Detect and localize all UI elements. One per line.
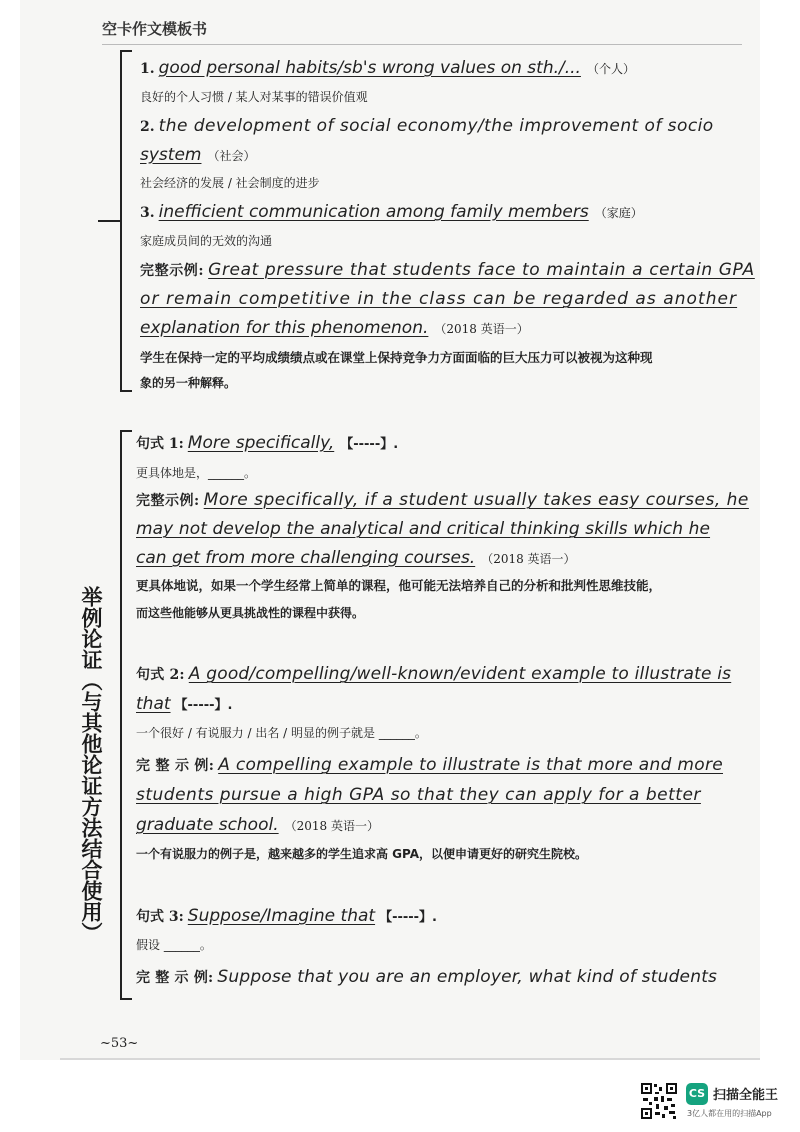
p1-example-text-line3: can get from more challenging courses. [136, 548, 476, 568]
p1-example-chinese-line1: 更具体地说，如果一个学生经常上简单的课程，他可能无法培养自己的分析和批判性思维技能， [136, 578, 662, 593]
section1-example-line2: or remain competitive in the class can be regarded as another [140, 289, 738, 309]
section2-side-label: 举例论证（与其他论证方法结合使用） [79, 586, 103, 943]
item2-text-line1: the development of social economy/the improvement of socio [158, 116, 714, 136]
item1-number: 1. [140, 61, 155, 77]
p3-example-label: 完 整 示 例: [136, 970, 214, 986]
p2-example-label: 完 整 示 例: [136, 758, 215, 774]
section1-example-source: （2018 英语一） [434, 322, 529, 336]
item2-number: 2. [140, 119, 155, 135]
p1-chinese: 更具体地是，______。 [136, 466, 257, 480]
p1-example-line3 [136, 548, 576, 568]
item3-chinese: 家庭成员间的无效的沟通 [140, 234, 273, 248]
section1-example-line3 [140, 318, 529, 338]
p2-example-text-line3: graduate school. [136, 815, 279, 835]
p1-example-chinese-line2: 而这些他能够从更具挑战性的课程中获得。 [136, 606, 365, 620]
running-header: 空卡作文模板书 [102, 20, 208, 38]
p2-pattern-line2 [136, 694, 232, 714]
p2-chinese: 一个很好 / 有说服力 / 出名 / 明显的例子就是 ______。 [136, 726, 427, 740]
p1-example-label: 完整示例: [136, 493, 200, 509]
p2-blank: 【-----】. [174, 698, 233, 713]
item1-tag: （个人） [586, 62, 635, 76]
item1-text: good personal habits/sb's wrong values on sth./... [158, 58, 581, 78]
p2-example-line3 [136, 815, 379, 835]
item1-chinese: 良好的个人习惯 / 某人对某事的错误价值观 [140, 90, 368, 104]
p1-blank: 【-----】. [340, 437, 399, 452]
p2-example-text-line1: A compelling example to illustrate is that more and more [218, 755, 723, 775]
section1-bracket [120, 50, 132, 392]
scanner-app-tagline: 3亿人都在用的扫描App [687, 1109, 772, 1118]
item2-english-line1 [140, 116, 714, 136]
p3-example-line1 [136, 967, 717, 987]
section1-example-label: 完整示例: [140, 263, 205, 279]
p2-label: 句式 2: [136, 667, 185, 683]
section1-example-chinese-line2: 象的另一种解释。 [140, 376, 237, 390]
p3-blank: 【-----】. [379, 910, 437, 925]
p3-chinese: 假设 ______。 [136, 938, 212, 952]
section1-example-text-line3: explanation for this phenomenon. [140, 318, 429, 338]
p1-text: More specifically, [187, 433, 335, 453]
page-edge [60, 1058, 760, 1060]
item3-number: 3. [140, 205, 155, 221]
scanner-app-logo: CS [686, 1083, 708, 1105]
section1-example-chinese-line1: 学生在保持一定的平均成绩绩点或在课堂上保持竞争力方面面临的巨大压力可以被视为这种现 [140, 350, 653, 365]
p3-text: Suppose/Imagine that [187, 906, 376, 926]
item2-chinese: 社会经济的发展 / 社会制度的进步 [140, 176, 320, 190]
item2-tag: （社会） [207, 149, 256, 163]
p1-example-source: （2018 英语一） [481, 552, 576, 566]
p1-pattern [136, 433, 398, 453]
p3-example-text-line1: Suppose that you are an employer, what kind of students [217, 967, 718, 987]
page-number: ~53~ [100, 1036, 139, 1051]
p1-label: 句式 1: [136, 436, 184, 452]
p2-pattern-line1 [136, 664, 731, 684]
p1-example-line2: may not develop the analytical and critical thinking skills which he [136, 519, 711, 539]
p2-example-line1 [136, 755, 723, 775]
p1-example-text-line1: More specifically, if a student usually takes easy courses, he [203, 490, 749, 510]
p2-text-line1: A good/compelling/well-known/evident example to illustrate is [188, 664, 732, 684]
p2-example-source: （2018 英语一） [284, 819, 379, 833]
section1-bracket-tick [98, 220, 120, 222]
item2-text-line2: system [140, 145, 202, 165]
p1-example-line1 [136, 490, 749, 510]
item3-text: inefficient communication among family members [158, 202, 589, 222]
qr-code-icon [640, 1082, 678, 1120]
header-divider [102, 44, 742, 45]
item3-english [140, 202, 643, 222]
section1-example-text-line1: Great pressure that students face to maintain a certain GPA [208, 260, 755, 280]
item2-english-line2 [140, 145, 255, 165]
section1-example-line1 [140, 260, 755, 280]
p3-pattern [136, 906, 437, 926]
p2-example-chinese: 一个有说服力的例子是，越来越多的学生追求高 GPA，以便申请更好的研究生院校。 [136, 847, 588, 861]
section2-bracket [120, 430, 132, 1000]
item3-tag: （家庭） [594, 206, 643, 220]
p2-text-line2: that [136, 694, 171, 714]
p2-example-line2: students pursue a high GPA so that they can apply for a better [136, 785, 701, 805]
p3-label: 句式 3: [136, 909, 184, 925]
item1-english [140, 58, 635, 78]
scanner-app-name: 扫描全能王 [713, 1088, 779, 1103]
